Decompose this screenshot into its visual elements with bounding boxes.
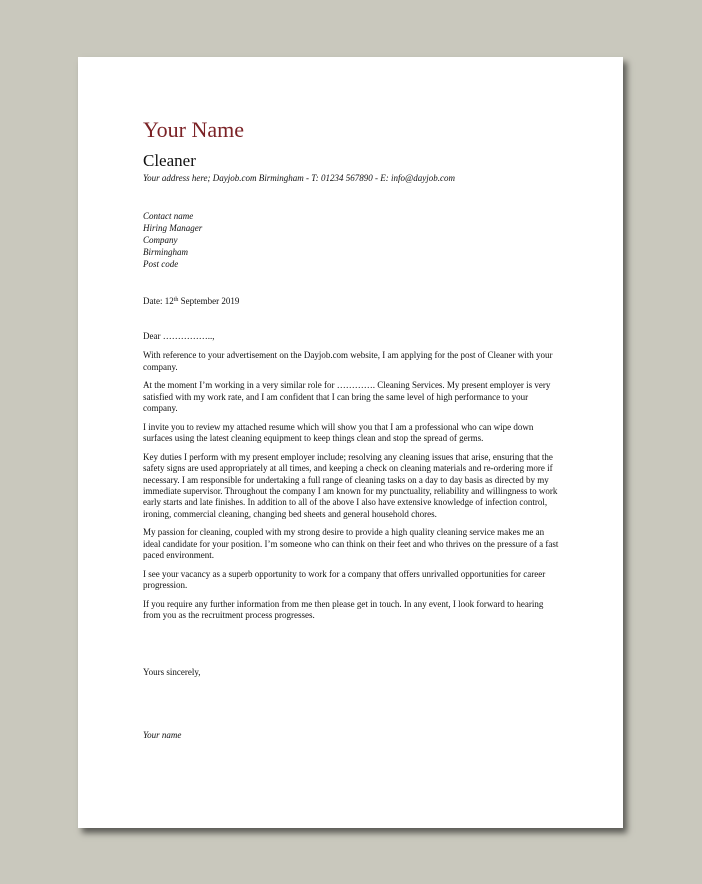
applicant-name: Your Name [143,117,245,142]
letter-body [143,331,563,629]
recipient-block [143,210,202,270]
paragraph-2: At the moment I’m working in a very similar role for …………. Cleaning Services. My present employer is very satisfied with my work rate, and I am confident that I can bring the same level of high performance to your company. [143,380,551,414]
recipient-hiring-manager: Hiring Manager [143,223,203,233]
salutation: Dear …………….., [143,331,215,341]
contact-line: Your address here; Dayjob.com Birmingham - T: 01234 567890 - E: info@dayjob.com [143,173,456,183]
paragraph-7: If you require any further information from me then please get in touch. In any event, I look forward to hearing from you as the recruitment process progresses. [143,598,544,621]
document-page [78,57,623,828]
recipient-contact-name: Contact name [143,211,194,221]
recipient-post-code: Post code [143,259,179,269]
paragraph-4: Key duties I perform with my present employer include; resolving any cleaning issues that arise, ensuring that the safety signs are used appropriately at all times, and keeping a check on cleaning materials and re-ordering more if necessary. I am responsible for undertaking a full range of cleaning tasks on a day to day basis as directed by my immediate supervisor. Throughout the company I am known for my punctuality, reliability and willingness to work early starts and late finishes. In addition to all of the above I also have extensive knowledge of infection control, ironing, commercial cleaning, changing bed sheets and general household chores. [143,451,558,519]
recipient-city: Birmingham [143,247,188,257]
paragraph-6: I see your vacancy as a superb opportunity to work for a company that offers unrivalled opportunities for career progression. [143,568,546,591]
signature: Your name [143,730,182,740]
paragraph-5: My passion for cleaning, coupled with my strong desire to provide a high quality cleaning service makes me an ideal candidate for your position. I’m someone who can think on their feet and who thrives on the pressure of a fast paced environment. [143,527,559,561]
date-rest: September 2019 [178,296,240,306]
paragraph-3: I invite you to review my attached resume which will show you that I am a professional who can wipe down surfaces using the latest cleaning equipment to keep things clean and stop the spread of germs. [143,421,534,444]
recipient-company: Company [143,235,178,245]
job-title: Cleaner [143,151,196,170]
date-prefix: Date: 12 [143,296,174,306]
closing: Yours sincerely, [143,667,201,677]
letter-date [143,295,239,307]
date-ordinal: th [173,297,179,303]
paragraph-1: With reference to your advertisement on the Dayjob.com website, I am applying for the post of Cleaner with your company. [143,350,553,372]
